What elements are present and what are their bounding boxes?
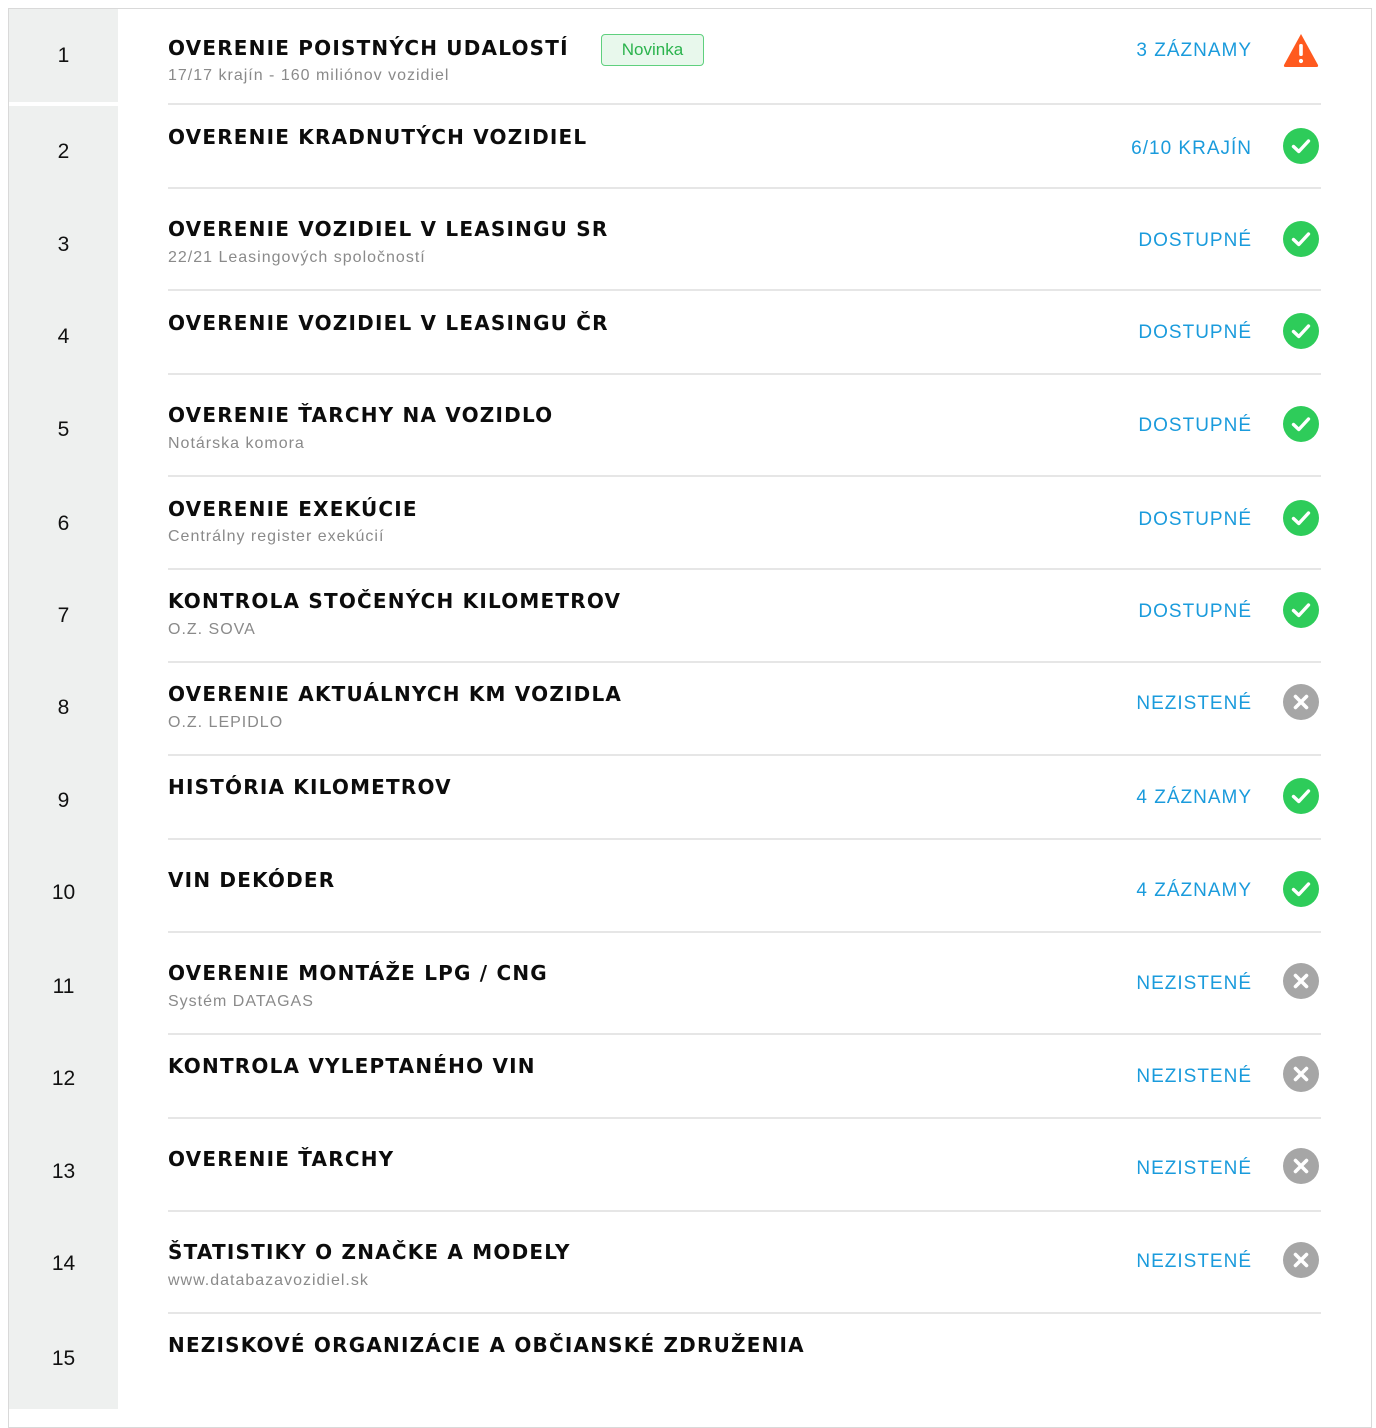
row-title: OVERENIE ŤARCHY NA VOZIDLO bbox=[168, 403, 554, 427]
row-title: OVERENIE POISTNÝCH UDALOSTÍ bbox=[168, 36, 569, 60]
row-number: 1 bbox=[57, 44, 70, 67]
status-link[interactable]: DOSTUPNÉ bbox=[1138, 415, 1252, 436]
row-number: 13 bbox=[51, 1160, 76, 1183]
row-number: 9 bbox=[57, 789, 70, 812]
row-divider bbox=[168, 661, 1321, 663]
row-title: ŠTATISTIKY O ZNAČKE A MODELY bbox=[168, 1240, 571, 1264]
row-title: OVERENIE MONTÁŽE LPG / CNG bbox=[168, 961, 548, 985]
list-item bbox=[9, 296, 1371, 374]
status-link[interactable]: NEZISTENÉ bbox=[1136, 693, 1252, 714]
row-divider bbox=[168, 103, 1321, 105]
list-item bbox=[9, 482, 1371, 569]
check-icon bbox=[1283, 871, 1319, 907]
row-divider bbox=[168, 289, 1321, 291]
row-title: NEZISKOVÉ ORGANIZÁCIE A OBČIANSKÉ ZDRUŽENIA bbox=[168, 1333, 805, 1357]
status-link[interactable]: DOSTUPNÉ bbox=[1138, 509, 1252, 530]
check-icon bbox=[1283, 592, 1319, 628]
row-divider bbox=[168, 1117, 1321, 1119]
check-icon bbox=[1283, 313, 1319, 349]
row-subtitle: O.Z. LEPIDLO bbox=[168, 714, 284, 731]
list-item bbox=[9, 203, 1371, 290]
check-icon bbox=[1283, 406, 1319, 442]
row-number: 15 bbox=[51, 1347, 76, 1370]
row-number: 12 bbox=[51, 1067, 76, 1090]
list-item bbox=[9, 1319, 1371, 1399]
row-title: OVERENIE VOZIDIEL V LEASINGU ČR bbox=[168, 311, 609, 335]
cross-icon bbox=[1283, 684, 1319, 720]
row-title: OVERENIE ŤARCHY bbox=[168, 1147, 395, 1171]
check-icon bbox=[1283, 778, 1319, 814]
row-divider bbox=[168, 754, 1321, 756]
row-subtitle: 17/17 krajín - 160 miliónov vozidiel bbox=[168, 67, 450, 84]
row-divider bbox=[168, 1033, 1321, 1035]
row-title: VIN DEKÓDER bbox=[168, 868, 336, 892]
row-subtitle: 22/21 Leasingových spoločností bbox=[168, 249, 426, 266]
cross-icon bbox=[1283, 1148, 1319, 1184]
cross-icon bbox=[1283, 1242, 1319, 1278]
row-divider bbox=[168, 1312, 1321, 1314]
list-item bbox=[9, 1226, 1371, 1313]
row-subtitle: Systém DATAGAS bbox=[168, 993, 314, 1010]
row-number: 11 bbox=[52, 975, 75, 998]
row-subtitle: Centrálny register exekúcií bbox=[168, 528, 385, 545]
row-divider bbox=[168, 838, 1321, 840]
status-link[interactable]: 4 ZÁZNAMY bbox=[1136, 787, 1252, 808]
status-link[interactable]: DOSTUPNÉ bbox=[1138, 601, 1252, 622]
row-divider bbox=[168, 1210, 1321, 1212]
list-item bbox=[9, 575, 1371, 662]
row-subtitle: O.Z. SOVA bbox=[168, 621, 256, 638]
check-icon bbox=[1283, 128, 1319, 164]
status-link[interactable]: NEZISTENÉ bbox=[1136, 1066, 1252, 1087]
list-item bbox=[9, 1040, 1371, 1118]
row-number: 4 bbox=[57, 325, 70, 348]
row-title: OVERENIE VOZIDIEL V LEASINGU SR bbox=[168, 217, 609, 241]
list-item bbox=[9, 854, 1371, 932]
cross-icon bbox=[1283, 1056, 1319, 1092]
status-link[interactable]: NEZISTENÉ bbox=[1136, 1158, 1252, 1179]
list-item bbox=[9, 1133, 1371, 1211]
row-title: KONTROLA STOČENÝCH KILOMETROV bbox=[168, 589, 622, 613]
status-link[interactable]: 3 ZÁZNAMY bbox=[1136, 40, 1252, 61]
row-divider bbox=[168, 931, 1321, 933]
list-item bbox=[9, 389, 1371, 476]
status-link[interactable]: DOSTUPNÉ bbox=[1138, 230, 1252, 251]
list-item bbox=[9, 947, 1371, 1034]
status-link[interactable]: NEZISTENÉ bbox=[1136, 973, 1252, 994]
row-subtitle: www.databazavozidiel.sk bbox=[168, 1272, 369, 1289]
list-item bbox=[9, 668, 1371, 755]
row-title: OVERENIE EXEKÚCIE bbox=[168, 497, 418, 521]
new-badge: Novinka bbox=[601, 34, 704, 66]
row-title: OVERENIE AKTUÁLNYCH KM VOZIDLA bbox=[168, 682, 623, 706]
row-number: 2 bbox=[57, 140, 70, 163]
list-item bbox=[9, 761, 1371, 839]
check-icon bbox=[1283, 221, 1319, 257]
row-title: HISTÓRIA KILOMETROV bbox=[168, 775, 452, 799]
row-number: 10 bbox=[51, 881, 76, 904]
row-divider bbox=[168, 187, 1321, 189]
row-divider bbox=[168, 568, 1321, 570]
status-link[interactable]: 6/10 KRAJÍN bbox=[1131, 138, 1252, 159]
status-link[interactable]: DOSTUPNÉ bbox=[1138, 322, 1252, 343]
row-number: 6 bbox=[57, 512, 70, 535]
row-title: OVERENIE KRADNUTÝCH VOZIDIEL bbox=[168, 125, 588, 149]
list-item bbox=[9, 14, 1371, 104]
warning-icon bbox=[1283, 32, 1319, 68]
row-number: 3 bbox=[57, 233, 70, 256]
row-number: 5 bbox=[57, 418, 70, 441]
row-divider bbox=[168, 373, 1321, 375]
list-item bbox=[9, 110, 1371, 188]
row-number: 7 bbox=[57, 604, 70, 627]
cross-icon bbox=[1283, 963, 1319, 999]
check-icon bbox=[1283, 500, 1319, 536]
row-number: 14 bbox=[51, 1252, 76, 1275]
status-link[interactable]: NEZISTENÉ bbox=[1136, 1251, 1252, 1272]
row-subtitle: Notárska komora bbox=[168, 435, 305, 452]
row-number: 8 bbox=[57, 696, 70, 719]
status-link[interactable]: 4 ZÁZNAMY bbox=[1136, 880, 1252, 901]
row-title: KONTROLA VYLEPTANÉHO VIN bbox=[168, 1054, 536, 1078]
row-divider bbox=[168, 475, 1321, 477]
